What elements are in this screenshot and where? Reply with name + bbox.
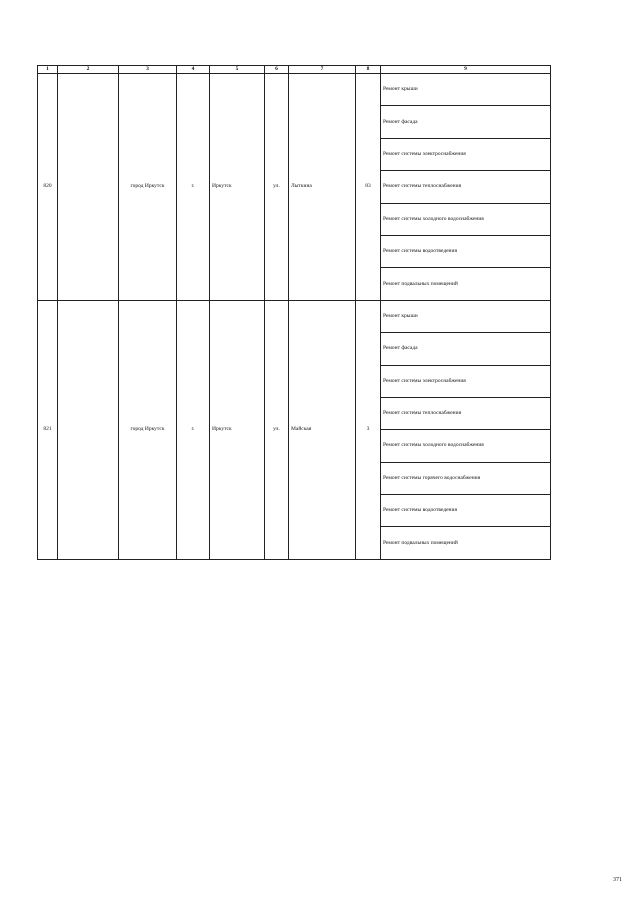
work-item: Ремонт крыши	[381, 300, 551, 332]
works-table	[37, 65, 551, 560]
work-item: Ремонт системы теплоснабжения	[381, 397, 551, 429]
work-item: Ремонт системы теплоснабжения	[381, 171, 551, 203]
page-number: 371	[613, 877, 622, 883]
work-item: Ремонт системы холодного водоснабжения	[381, 430, 551, 462]
locality-type-cell: г.	[177, 74, 210, 301]
header-col-4: 4	[177, 66, 210, 74]
street-cell: Лыткина	[289, 74, 356, 301]
header-col-8: 8	[356, 66, 381, 74]
header-col-9: 9	[381, 66, 551, 74]
work-item: Ремонт системы холодного водоснабжения	[381, 203, 551, 235]
row-number: 820	[38, 74, 58, 301]
street-type-cell: ул.	[265, 300, 289, 559]
table-header	[38, 66, 551, 74]
table-row	[38, 300, 551, 332]
street-type-cell: ул.	[265, 74, 289, 301]
municipality-cell	[58, 300, 119, 559]
table-body	[38, 74, 551, 560]
header-col-1: 1	[38, 66, 58, 74]
header-col-6: 6	[265, 66, 289, 74]
locality-cell: город Иркутск	[119, 300, 177, 559]
work-item: Ремонт подвальных помещений	[381, 268, 551, 300]
city-cell: Иркутск	[210, 300, 265, 559]
header-col-3: 3	[119, 66, 177, 74]
work-item: Ремонт фасада	[381, 106, 551, 138]
street-cell: Майская	[289, 300, 356, 559]
table-row	[38, 74, 551, 106]
header-col-2: 2	[58, 66, 119, 74]
header-row	[38, 66, 551, 74]
locality-type-cell: г.	[177, 300, 210, 559]
city-cell: Иркутск	[210, 74, 265, 301]
work-item: Ремонт системы горячего водоснабжения	[381, 462, 551, 494]
municipality-cell	[58, 74, 119, 301]
header-col-7: 7	[289, 66, 356, 74]
work-item: Ремонт системы водоотведения	[381, 495, 551, 527]
work-item: Ремонт системы электроснабжения	[381, 138, 551, 170]
locality-cell: город Иркутск	[119, 74, 177, 301]
row-number: 821	[38, 300, 58, 559]
house-cell: 3	[356, 300, 381, 559]
header-col-5: 5	[210, 66, 265, 74]
work-item: Ремонт подвальных помещений	[381, 527, 551, 559]
work-item: Ремонт системы водоотведения	[381, 235, 551, 267]
house-cell: 83	[356, 74, 381, 301]
work-item: Ремонт системы электроснабжения	[381, 365, 551, 397]
work-item: Ремонт крыши	[381, 74, 551, 106]
work-item: Ремонт фасада	[381, 333, 551, 365]
